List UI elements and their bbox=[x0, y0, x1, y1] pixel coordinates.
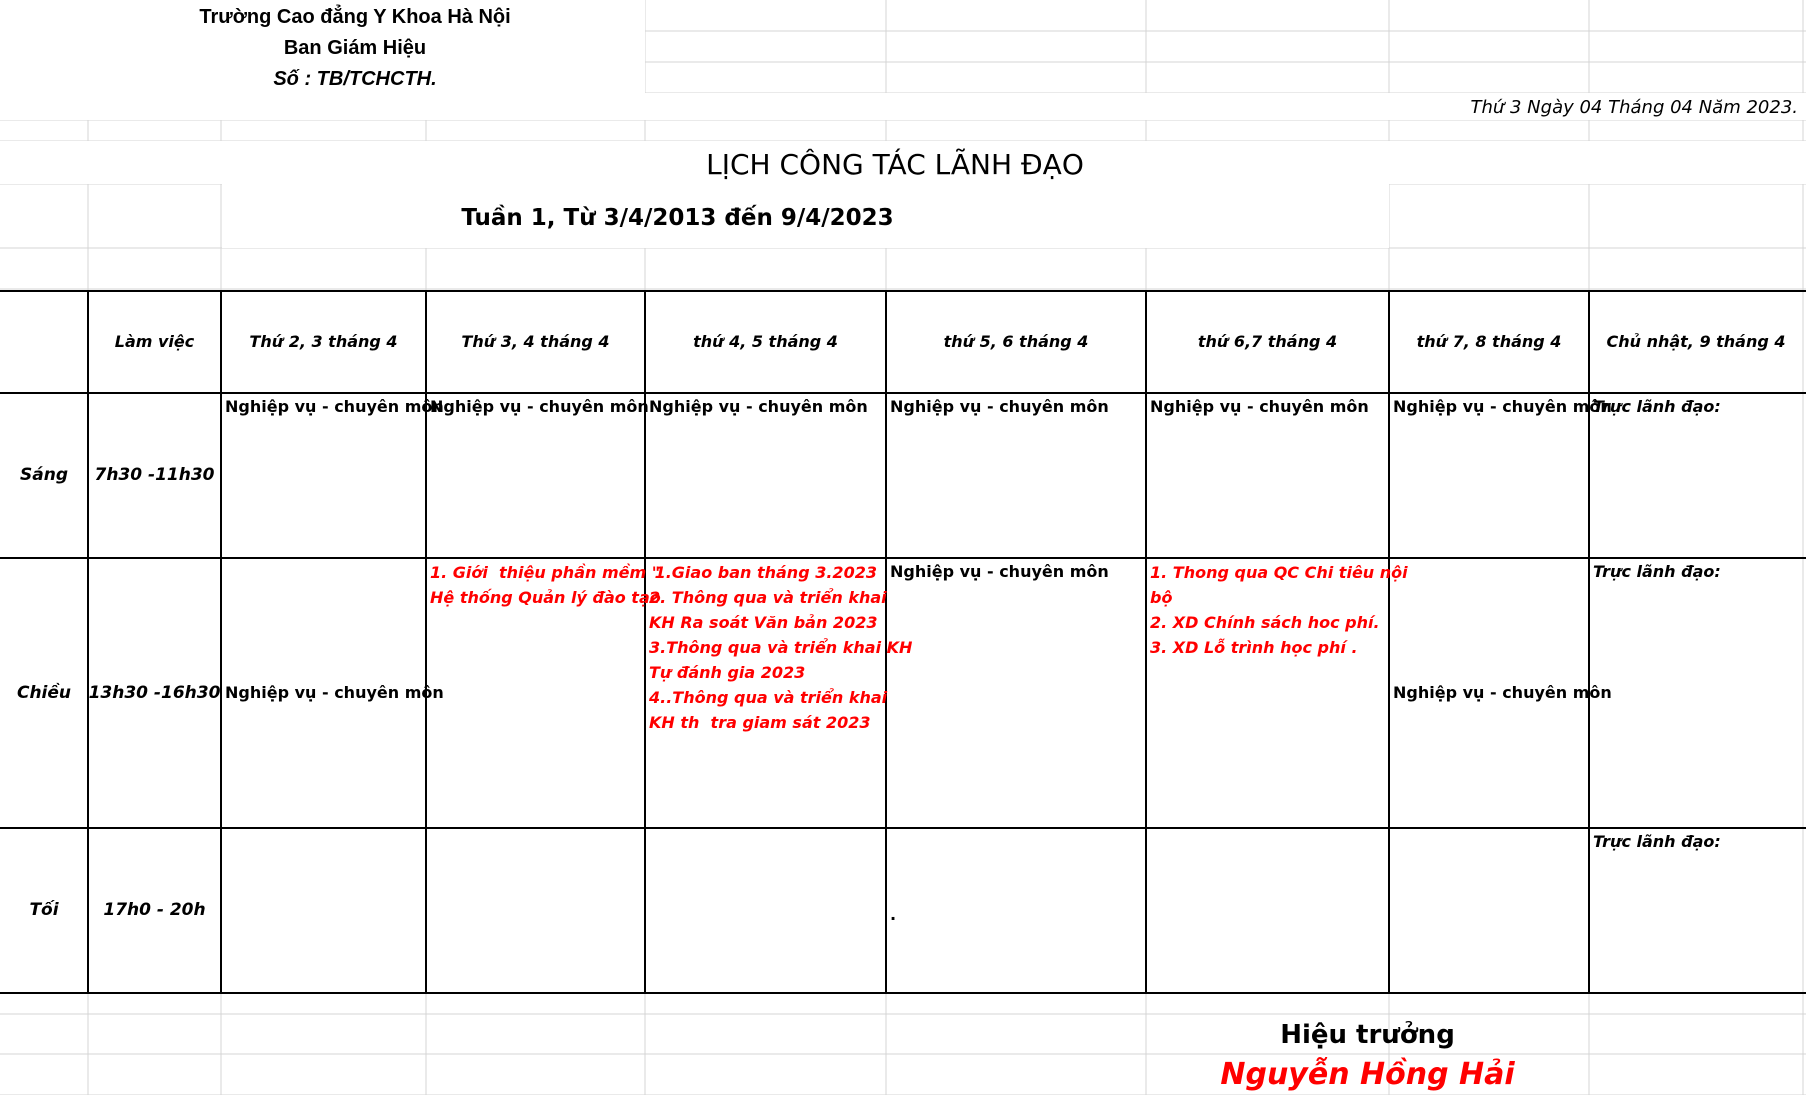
col-header-time: Làm việc bbox=[114, 332, 195, 351]
signature-name: Nguyễn Hồng Hải bbox=[1220, 1057, 1515, 1092]
schedule-cell-wed-morning[interactable]: Nghiệp vụ - chuyên môn bbox=[649, 397, 868, 416]
board-name: Ban Giám Hiệu bbox=[283, 37, 427, 59]
agenda-line: 3.Thông qua và triển khai KH bbox=[649, 638, 913, 657]
row-time-evening: 17h0 - 20h bbox=[103, 900, 206, 920]
agenda-line: 4..Thông qua và triển khai bbox=[649, 688, 888, 707]
schedule-cell-sat-afternoon[interactable]: Nghiệp vụ - chuyên môn bbox=[1393, 683, 1612, 702]
agenda-line: KH Ra soát Văn bản 2023 bbox=[649, 613, 878, 632]
schedule-cell-thu-morning[interactable]: Nghiệp vụ - chuyên môn bbox=[890, 397, 1109, 416]
schedule-cell-tue-morning[interactable]: Nghiệp vụ - chuyên môn bbox=[430, 397, 649, 416]
row-label-afternoon: Chiều bbox=[16, 683, 72, 703]
col-header-day: thứ 5, 6 tháng 4 bbox=[943, 332, 1089, 351]
agenda-line: 1. Giới thiệu phần mềm " bbox=[430, 563, 661, 582]
schedule-cell-sun-morning[interactable]: Trực lãnh đạo: bbox=[1593, 397, 1721, 416]
schedule-cell-mon-morning[interactable]: Nghiệp vụ - chuyên môn bbox=[225, 397, 444, 416]
schedule-cell-sun-evening[interactable]: Trực lãnh đạo: bbox=[1593, 832, 1721, 851]
row-time-morning: 7h30 -11h30 bbox=[94, 465, 215, 485]
col-header-day: thứ 4, 5 tháng 4 bbox=[693, 332, 838, 351]
schedule-cell-tue-afternoon[interactable] bbox=[426, 560, 661, 610]
col-header-day: thứ 6,7 tháng 4 bbox=[1197, 332, 1338, 351]
agenda-line: KH th tra giam sát 2023 bbox=[649, 713, 871, 732]
agenda-line: 1. Thong qua QC Chi tiêu nội bbox=[1150, 563, 1408, 582]
week-subtitle: Tuần 1, Từ 3/4/2013 đến 9/4/2023 bbox=[461, 205, 894, 231]
agenda-line: Tự đánh gia 2023 bbox=[649, 663, 806, 682]
schedule-cell-fri-morning[interactable]: Nghiệp vụ - chuyên môn bbox=[1150, 397, 1369, 416]
agenda-line: 2. XD Chính sách hoc phí. bbox=[1150, 613, 1380, 632]
agenda-line: Hệ thống Quản lý đào tạo bbox=[430, 588, 661, 607]
agenda-line: 1.Giao ban tháng 3.2023 bbox=[649, 563, 877, 582]
agenda-line: 3. XD Lỗ trình học phí . bbox=[1150, 638, 1358, 657]
col-header-day: thứ 7, 8 tháng 4 bbox=[1416, 332, 1562, 351]
date-line: Thứ 3 Ngày 04 Tháng 04 Năm 2023. bbox=[1470, 97, 1798, 118]
agenda-line: 2. Thông qua và triển khai bbox=[649, 588, 887, 607]
schedule-cell-sun-afternoon[interactable]: Trực lãnh đạo: bbox=[1593, 562, 1721, 581]
schedule-cell-sat-morning[interactable]: Nghiệp vụ - chuyên môn bbox=[1393, 397, 1612, 416]
schedule-cell-mon-afternoon[interactable]: Nghiệp vụ - chuyên môn bbox=[225, 683, 444, 702]
col-header-day: Chủ nhật, 9 tháng 4 bbox=[1606, 332, 1786, 351]
schedule-cell-thu-evening[interactable]: . bbox=[890, 905, 897, 924]
school-name: Trường Cao đẳng Y Khoa Hà Nội bbox=[199, 6, 511, 28]
col-header-day: Thứ 3, 4 tháng 4 bbox=[461, 332, 610, 351]
schedule-cell-wed-afternoon[interactable] bbox=[645, 560, 913, 735]
schedule-cell-thu-afternoon[interactable]: Nghiệp vụ - chuyên môn bbox=[890, 562, 1109, 581]
row-label-evening: Tối bbox=[29, 900, 59, 920]
row-label-morning: Sáng bbox=[20, 465, 68, 485]
agenda-line: bộ bbox=[1150, 588, 1173, 607]
row-time-afternoon: 13h30 -16h30 bbox=[88, 683, 221, 703]
signature-title: Hiệu trưởng bbox=[1280, 1020, 1455, 1050]
document-number: Số : TB/TCHCTH. bbox=[273, 68, 437, 90]
col-header-day: Thứ 2, 3 tháng 4 bbox=[249, 332, 398, 351]
page-title: LỊCH CÔNG TÁC LÃNH ĐẠO bbox=[706, 148, 1084, 181]
schedule-cell-fri-afternoon[interactable] bbox=[1146, 560, 1408, 660]
